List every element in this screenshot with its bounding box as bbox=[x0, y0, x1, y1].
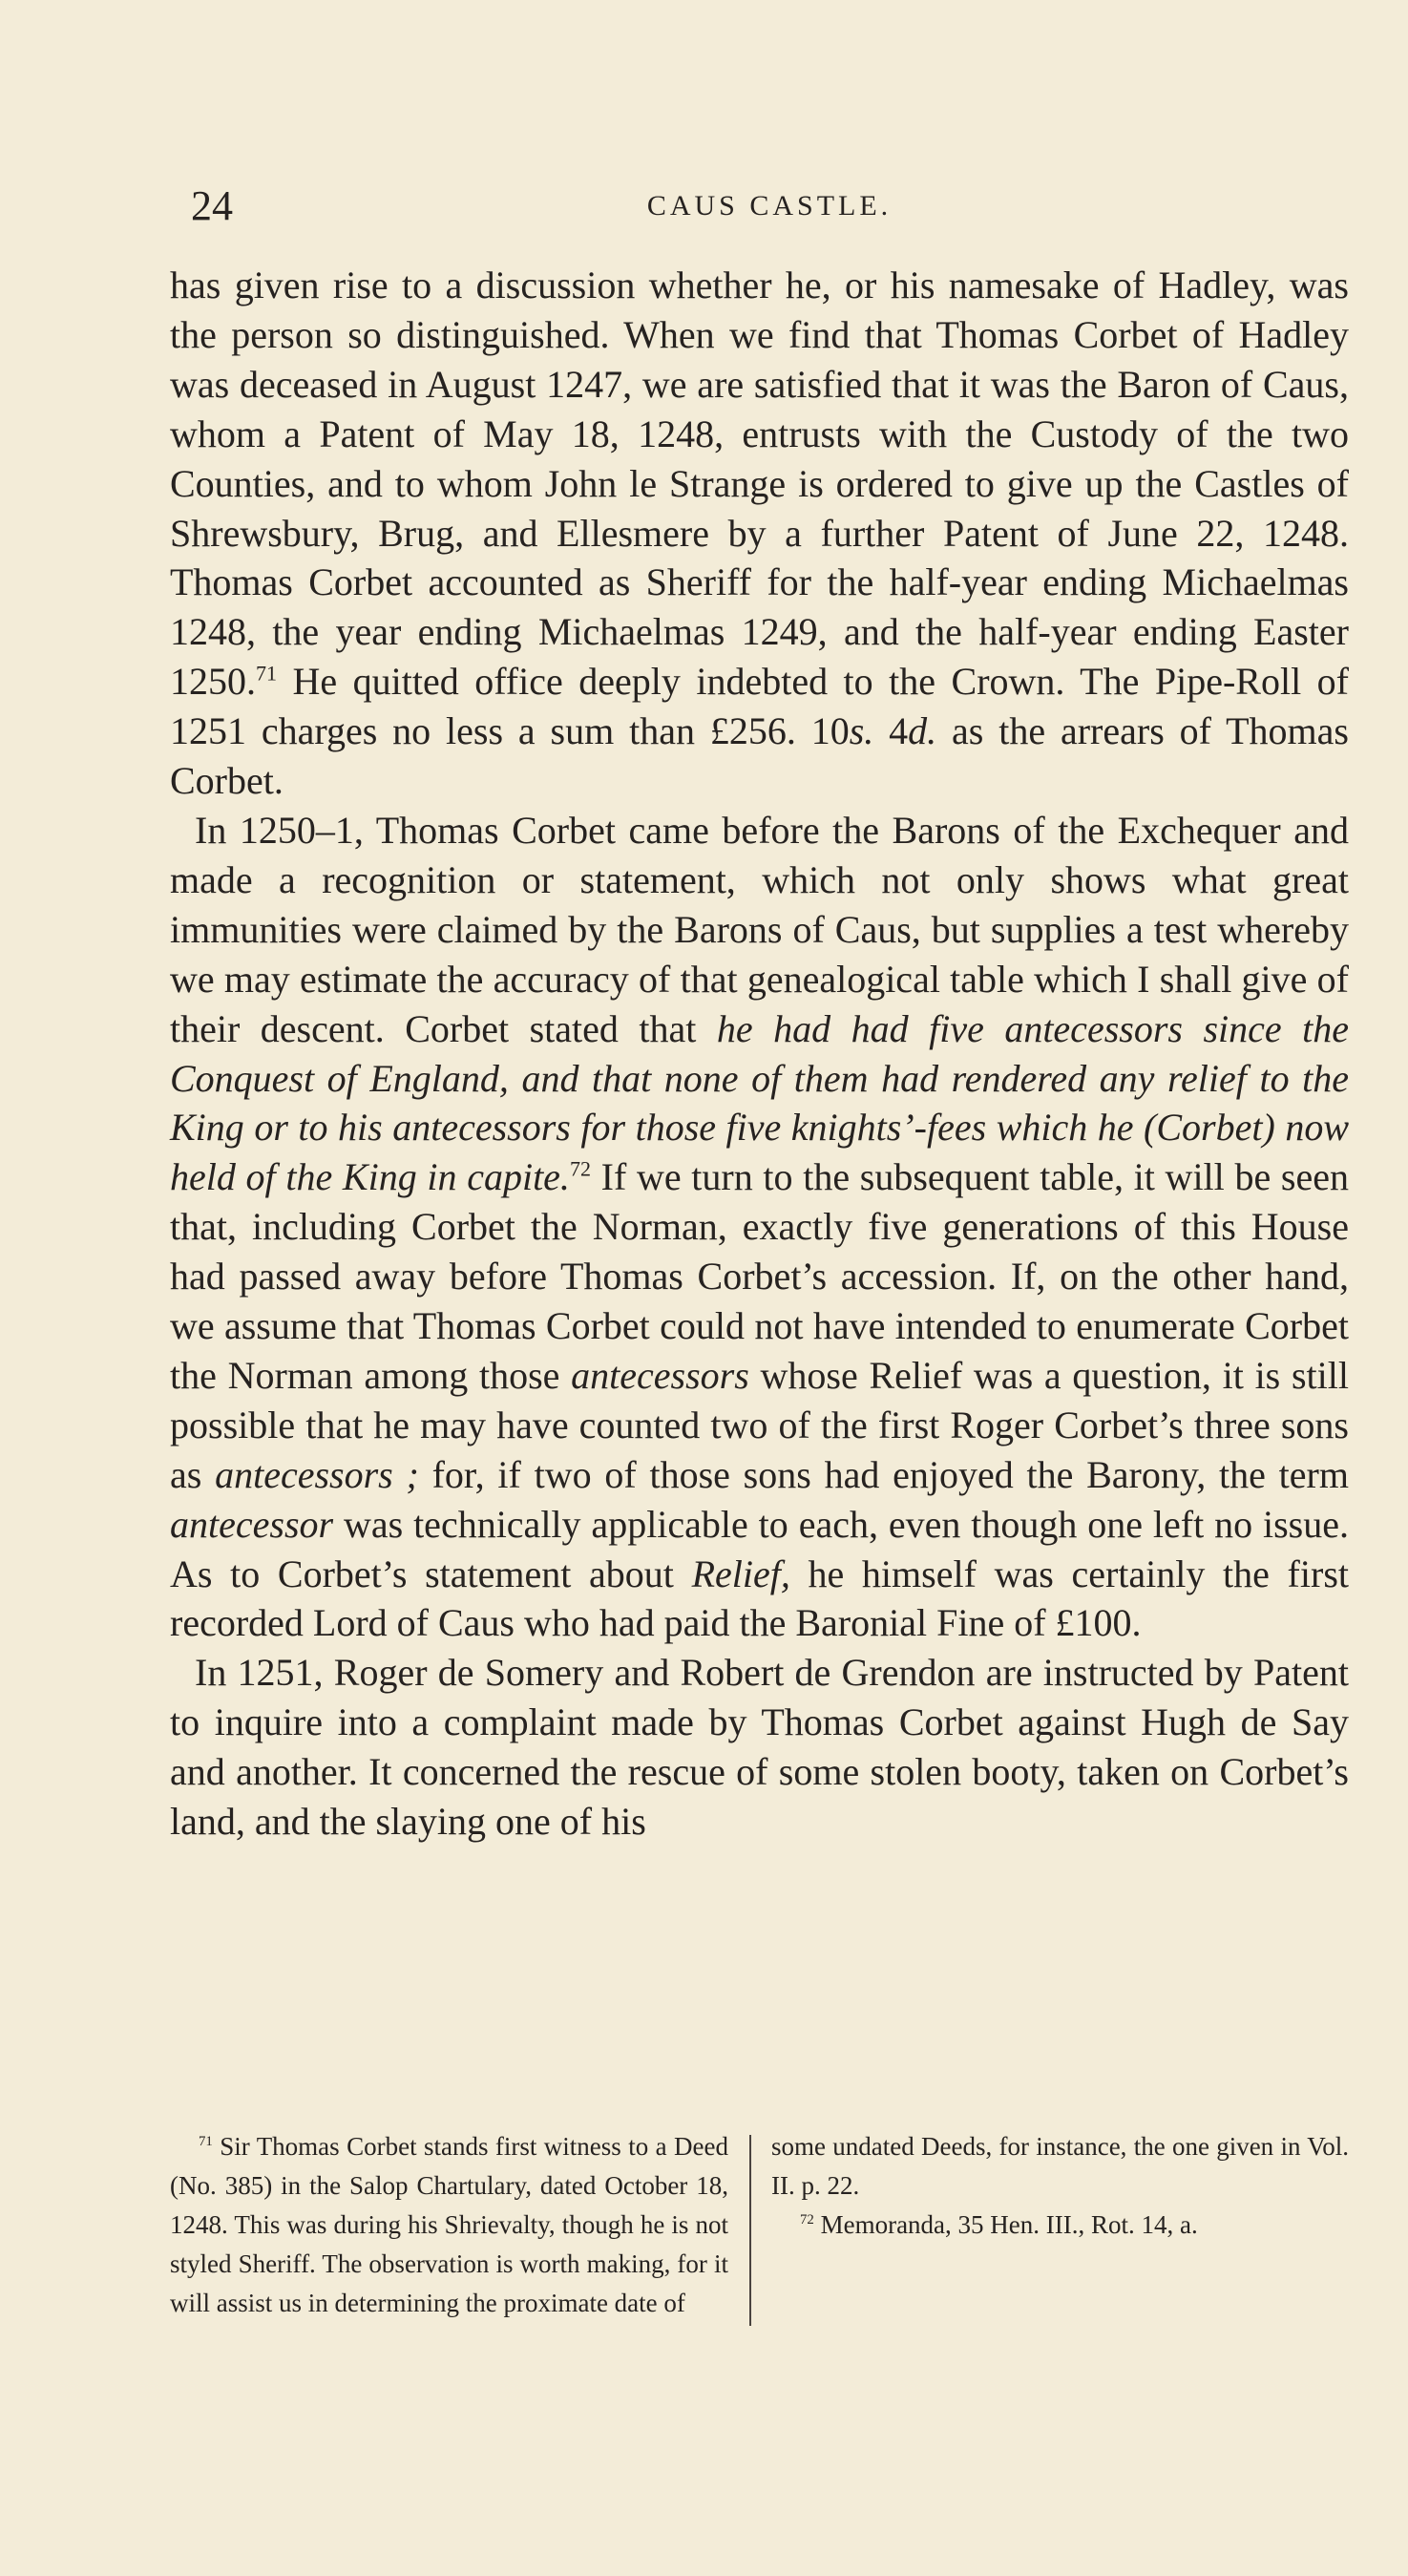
text-run: for, if two of those sons had enjoyed the Barony, the term bbox=[418, 1452, 1349, 1496]
footnote-72 bbox=[771, 2206, 1349, 2245]
text-run: he himself was certainly the first recorded Lord of Caus who had paid the Baronial Fine of £100. bbox=[170, 1552, 1349, 1645]
text-run: 4 bbox=[873, 709, 909, 753]
column-divider bbox=[749, 2135, 751, 2326]
italic-term: antecessors bbox=[571, 1353, 749, 1397]
text-run: In 1250–1, Thomas Corbet came before the Barons of the Exchequer and made a recognition or statement, which not only shows what great immunities were claimed by the Barons of Caus, but supplies a test whereby we may estimate the accuracy of that genealogical table which I shall give of their descent. Corbet stated that bbox=[170, 808, 1349, 1050]
text-run: was technically applicable to each, even though one left no issue. As to Corbet’s statement about bbox=[170, 1502, 1349, 1595]
footnote-column-right bbox=[771, 2127, 1349, 2245]
running-head: CAUS CASTLE. bbox=[646, 190, 893, 222]
footnote-text: Sir Thomas Corbet stands first witness to a Deed (No. 385) in the Salop Chartulary, dated October 18, 1248. This was during his Shrievalty, though he is not styled Sheriff. The observation is worth making, for it will assist us in determining the proximate date of bbox=[170, 2132, 728, 2317]
pence-abbrev: d. bbox=[908, 709, 937, 753]
footnotes bbox=[170, 2127, 1349, 2347]
footnote-ref-71: 71 bbox=[256, 661, 277, 686]
text-run: as the arrears of Thomas Corbet. bbox=[170, 709, 1349, 803]
footnote-text: Memoranda, 35 Hen. III., Rot. 14, a. bbox=[813, 2210, 1198, 2239]
italic-term: antecessor bbox=[170, 1502, 334, 1546]
paragraph-2 bbox=[170, 806, 1349, 1648]
shillings-abbrev: s. bbox=[849, 709, 874, 753]
main-text bbox=[170, 261, 1349, 1847]
footnote-71-continued: some undated Deeds, for instance, the one given in Vol. II. p. 22. bbox=[771, 2132, 1349, 2200]
footnote-ref-72: 72 bbox=[569, 1156, 591, 1181]
footnote-marker: 71 bbox=[199, 2134, 213, 2149]
paragraph-1 bbox=[170, 261, 1349, 806]
italic-term: antecessors ; bbox=[215, 1452, 419, 1496]
text-run: has given rise to a discussion whether he, or his namesake of Hadley, was the person so distinguished. When we find that Thomas Corbet of Hadley was deceased in August 1247, we are satisfied that it was the Baron of Caus, whom a Patent of May 18, 1248, entrusts with the Custody of the two Counties, and to whom John le Strange is ordered to give up the Castles of Shrewsbury, Brug, and Ellesmere by a further Patent of June 22, 1248. Thomas Corbet accounted as Sheriff for the half-year ending Michaelmas 1248, the year ending Michaelmas 1249, and the half-year ending Easter 1250. bbox=[170, 264, 1349, 704]
page-number: 24 bbox=[191, 182, 233, 229]
footnote-71 bbox=[170, 2127, 728, 2323]
paragraph-3 bbox=[170, 1648, 1349, 1847]
footnote-marker: 72 bbox=[800, 2212, 814, 2228]
page-header bbox=[191, 179, 1348, 237]
italic-term: Relief, bbox=[691, 1552, 790, 1595]
text-run: If we turn to the subsequent table, it will be seen that, including Corbet the Norman, exactly five generations of this House had passed away before Thomas Corbet’s accession. If, on the other hand, we assume that Thomas Corbet could not have intended to enumerate Corbet the Norman among those bbox=[170, 1155, 1349, 1397]
text-run: whose Relief was a question, it is still possible that he may have counted two of the first Roger Corbet’s three sons as bbox=[170, 1353, 1349, 1496]
text-run: He quitted office deeply indebted to the Crown. The Pipe-Roll of 1251 charges no less a sum than £256. 10 bbox=[170, 660, 1349, 753]
footnote-column-left bbox=[170, 2127, 728, 2323]
italic-quote: he had had five antecessors since the Conquest of England, and that none of them had rendered any relief to the King or to his antecessors for those five knights’-fees which he (Corbet) now held of the King in capite. bbox=[170, 1006, 1350, 1199]
text-run: In 1251, Roger de Somery and Robert de Grendon are instructed by Patent to inquire into a complaint made by Thomas Corbet against Hugh de Say and another. It concerned the rescue of some stolen booty, taken on Corbet’s land, and the slaying one of his bbox=[170, 1651, 1349, 1844]
